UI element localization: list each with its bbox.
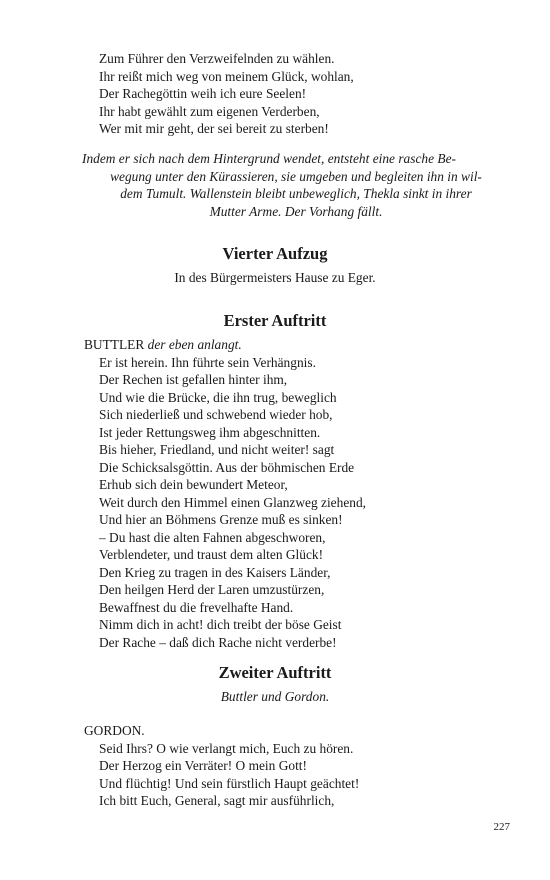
act-setting: In des Bürgermeisters Hause zu Eger. <box>174 270 376 285</box>
verse-line: Ich bitt Euch, General, sagt mir ausführlich, <box>99 793 335 808</box>
verse-line: Erhub sich dein bewundert Meteor, <box>99 477 288 492</box>
verse-line: Und flüchtig! Und sein fürstlich Haupt geächtet! <box>99 775 360 791</box>
verse-line: Ist jeder Rettungsweg ihm abgeschnitten. <box>99 424 321 440</box>
stage-direction <box>82 150 510 220</box>
scene-title: Zweiter Auftritt <box>218 663 332 682</box>
verse-line: Und wie die Brücke, die ihn trug, beweglich <box>99 389 337 405</box>
stage-direction-line: Mutter Arme. Der Vorhang fällt. <box>209 203 383 219</box>
verse-line: Und hier an Böhmens Grenze muß es sinken! <box>99 512 343 527</box>
speaker-direction: der eben anlangt. <box>147 337 242 352</box>
verse-line: Bewaffnest du die frevelhafte Hand. <box>99 599 294 615</box>
verse-line: Seid Ihrs? O wie verlangt mich, Euch zu hören. <box>99 740 354 756</box>
verse-line: Der Herzog ein Verräter! O mein Gott! <box>99 758 307 773</box>
scene-title: Erster Auftritt <box>223 311 327 330</box>
verse-line: Der Rachegöttin weih ich eure Seelen! <box>99 86 307 101</box>
verse-line: Der Rechen ist gefallen hinter ihm, <box>99 372 288 387</box>
speaker-line <box>84 336 242 354</box>
stage-direction-line: dem Tumult. Wallenstein bleibt unbeweglich, Thekla sinkt in ihrer <box>120 186 472 201</box>
verse-line: Den heilgen Herd der Laren umzustürzen, <box>99 582 325 597</box>
page-number: 227 <box>493 821 510 833</box>
verse-line: Er ist herein. Ihn führte sein Verhängnis. <box>99 354 316 370</box>
speaker-name: BUTTLER <box>84 337 145 352</box>
verse-line: Bis hieher, Friedland, und nicht weiter! sagt <box>99 442 335 457</box>
verse-line: Der Rache – daß dich Rache nicht verderbe! <box>99 634 337 650</box>
verse-line: Sich niederließ und schwebend wieder hob, <box>99 407 333 422</box>
verse-line: Den Krieg zu tragen in des Kaisers Länder, <box>99 564 331 580</box>
scene-characters: Buttler und Gordon. <box>220 689 330 704</box>
speaker-name: GORDON. <box>84 723 145 738</box>
stage-direction-line: wegung unter den Kürassieren, sie umgeben und begleiten ihn in wil- <box>110 168 482 184</box>
verse-line: Wer mit mir geht, der sei bereit zu sterben! <box>99 121 329 136</box>
verse-line: Die Schicksalsgöttin. Aus der böhmischen Erde <box>99 459 355 475</box>
verse-line: Nimm dich in acht! dich treibt der böse Geist <box>99 617 342 632</box>
verse-line: Ihr reißt mich weg von meinem Glück, wohlan, <box>99 68 354 84</box>
act-title: Vierter Aufzug <box>222 244 328 263</box>
verse-line: Verblendeter, und traust dem alten Glück! <box>99 547 324 562</box>
verse-line: Zum Führer den Verzweifelnden zu wählen. <box>99 51 335 66</box>
verse-line: – Du hast die alten Fahnen abgeschworen, <box>99 529 326 545</box>
stage-direction-line: Indem er sich nach dem Hintergrund wendet, entsteht eine rasche Be- <box>82 151 456 166</box>
verse-line: Weit durch den Himmel einen Glanzweg ziehend, <box>99 494 367 510</box>
verse-line: Ihr habt gewählt zum eigenen Verderben, <box>99 103 320 119</box>
